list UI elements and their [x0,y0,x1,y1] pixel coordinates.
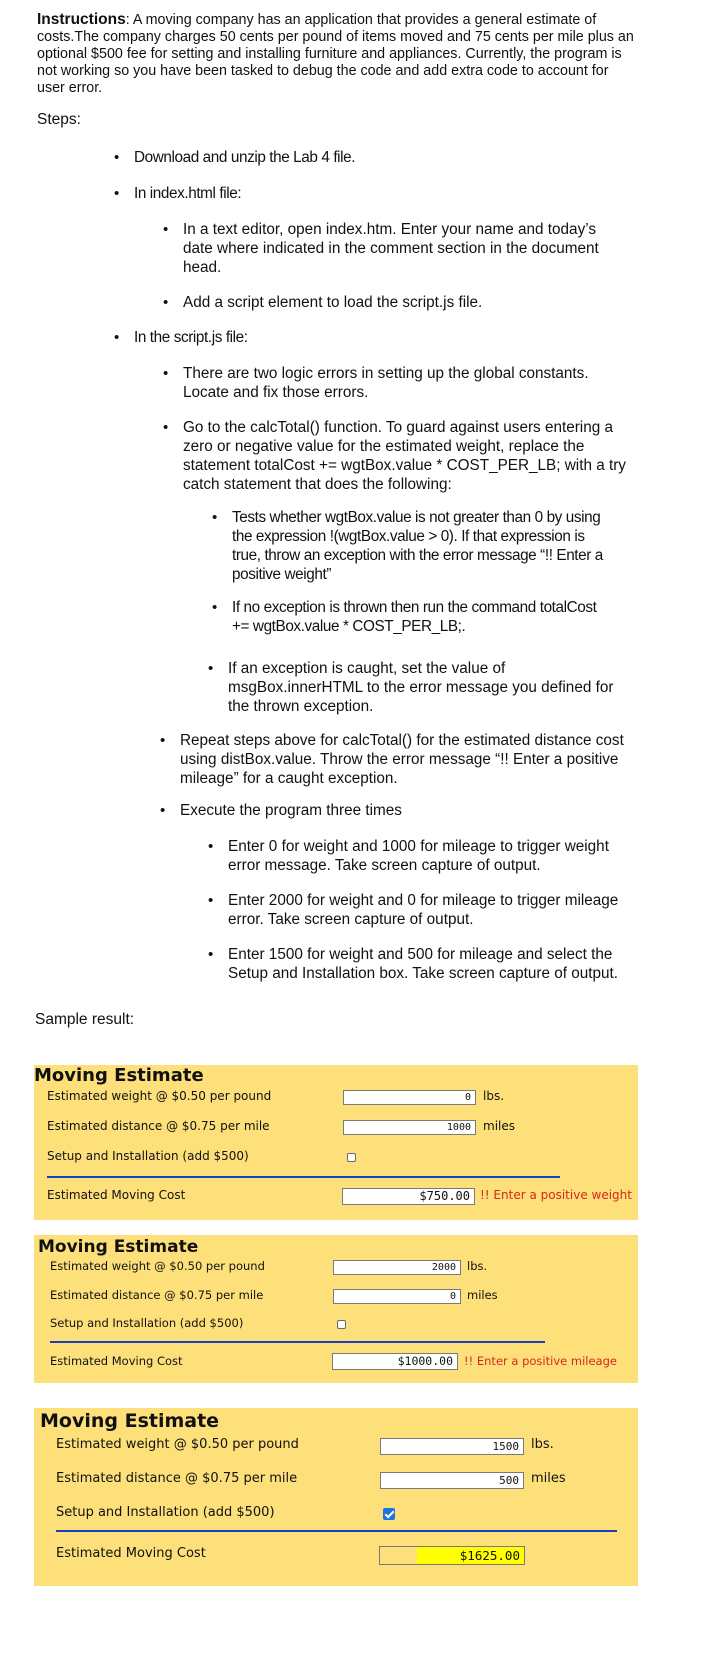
distance-label: Estimated distance @ $0.75 per mile [47,1119,270,1133]
weight-input[interactable]: 2000 [333,1260,461,1275]
divider-rule [56,1530,617,1532]
miles-unit: miles [531,1471,566,1486]
distance-label: Estimated distance @ $0.75 per mile [56,1471,298,1486]
bullet-icon: • [208,838,214,855]
step-script-js: • In the script.js file: [114,329,248,346]
lbs-unit: lbs. [531,1437,554,1452]
weight-input[interactable]: 1500 [380,1438,524,1455]
weight-label: Estimated weight @ $0.50 per pound [56,1437,299,1452]
divider-rule [50,1341,545,1343]
bullet-icon: • [212,509,217,526]
weight-label: Estimated weight @ $0.50 per pound [47,1089,272,1103]
error-message: !! Enter a positive mileage [464,1354,617,1368]
divider-rule [47,1176,560,1178]
total-output: $750.00 [342,1188,475,1205]
distance-input[interactable]: 500 [380,1472,524,1489]
step-download: • Download and unzip the Lab 4 file. [114,149,356,166]
bullet-icon: • [163,419,169,436]
distance-label: Estimated distance @ $0.75 per mile [50,1288,264,1302]
bullet-icon: • [208,892,214,909]
step-run-3: • Enter 1500 for weight and 500 for mileage and select the Setup and Installation box. Take screen capture of output. [208,946,619,982]
step-edit-index: • In a text editor, open index.htm. Enter your name and today’s date where indicated in the comment section in the document head. [163,221,599,276]
miles-unit: miles [467,1288,498,1302]
bullet-icon: • [114,329,119,346]
moving-estimate-panel-2 [34,1235,638,1383]
bullet-icon: • [160,802,166,819]
cost-label: Estimated Moving Cost [50,1354,183,1368]
bullet-icon: • [163,365,169,382]
cost-label: Estimated Moving Cost [56,1546,206,1561]
step-run-2: • Enter 2000 for weight and 0 for mileage to trigger mileage error. Take screen capture of output. [208,892,619,928]
bullet-icon: • [163,221,169,238]
step-exception-caught: • If an exception is caught, set the value of msgBox.innerHTML to the error message you defined for the thrown exception. [208,660,614,715]
error-message: !! Enter a positive weight [480,1188,632,1202]
instructions-paragraph [37,11,637,97]
setup-label: Setup and Installation (add $500) [50,1316,244,1330]
step-add-script: • Add a script element to load the script.js file. [163,294,483,311]
distance-input[interactable]: 1000 [343,1120,476,1135]
step-no-exception: • If no exception is thrown then run the command totalCost += wgtBox.value * COST_PER_LB;. [212,599,597,635]
step-run-1: • Enter 0 for weight and 1000 for mileage to trigger weight error message. Take screen capture of output. [208,838,609,874]
cost-label: Estimated Moving Cost [47,1188,186,1202]
bullet-icon: • [160,732,166,749]
step-test-weight: • Tests whether wgtBox.value is not greater than 0 by using the expression !(wgtBox.value > 0). If that expression is true, throw an exception with the error message “!! Enter a positive weight” [212,509,603,583]
bullet-icon: • [208,660,214,677]
setup-checkbox[interactable] [347,1153,356,1162]
step-execute: • Execute the program three times [160,802,402,819]
setup-label: Setup and Installation (add $500) [47,1149,249,1163]
total-output: $1625.00 [379,1546,525,1565]
step-index-html: • In index.html file: [114,185,242,202]
lbs-unit: lbs. [483,1089,505,1103]
weight-input[interactable]: 0 [343,1090,476,1105]
sample-result-label: Sample result: [35,1011,135,1028]
step-repeat-distance: • Repeat steps above for calcTotal() for the estimated distance cost using distBox.value. Throw the error message “!! Enter a positive mileage” for a caught exception. [160,732,624,787]
bullet-icon: • [208,946,214,963]
weight-label: Estimated weight @ $0.50 per pound [50,1259,265,1273]
panel-title: Moving Estimate [38,1237,199,1257]
miles-unit: miles [483,1119,515,1133]
instructions-text: : A moving company has an application that provides a general estimate of costs.The company charges 50 cents per pound of items moved and 75 cents per mile plus an optional $500 fee for setting and installing furniture and appliances. Currently, the program is not working so you have been tasked to debug the code and add extra code to account for user error. [37,12,634,96]
steps-label: Steps: [37,111,81,128]
moving-estimate-panel-1 [34,1065,638,1220]
moving-estimate-panel-3 [34,1408,638,1586]
panel-title: Moving Estimate [34,1065,204,1086]
step-calc-total: • Go to the calcTotal() function. To guard against users entering a zero or negative value for the estimated weight, replace the statement totalCost += wgtBox.value * COST_PER_LB; with a try catch statement that does the following: [163,419,626,493]
bullet-icon: • [163,294,169,311]
panel-title: Moving Estimate [40,1410,220,1432]
bullet-icon: • [114,149,119,166]
setup-checkbox[interactable] [383,1508,395,1520]
lbs-unit: lbs. [467,1259,488,1273]
instructions-label: Instructions [37,11,126,28]
setup-label: Setup and Installation (add $500) [56,1505,275,1520]
bullet-icon: • [212,599,217,616]
setup-checkbox[interactable] [337,1320,346,1329]
bullet-icon: • [114,185,119,202]
distance-input[interactable]: 0 [333,1289,461,1304]
step-logic-errors: • There are two logic errors in setting up the global constants. Locate and fix those errors. [163,365,589,401]
total-output: $1000.00 [332,1353,458,1370]
